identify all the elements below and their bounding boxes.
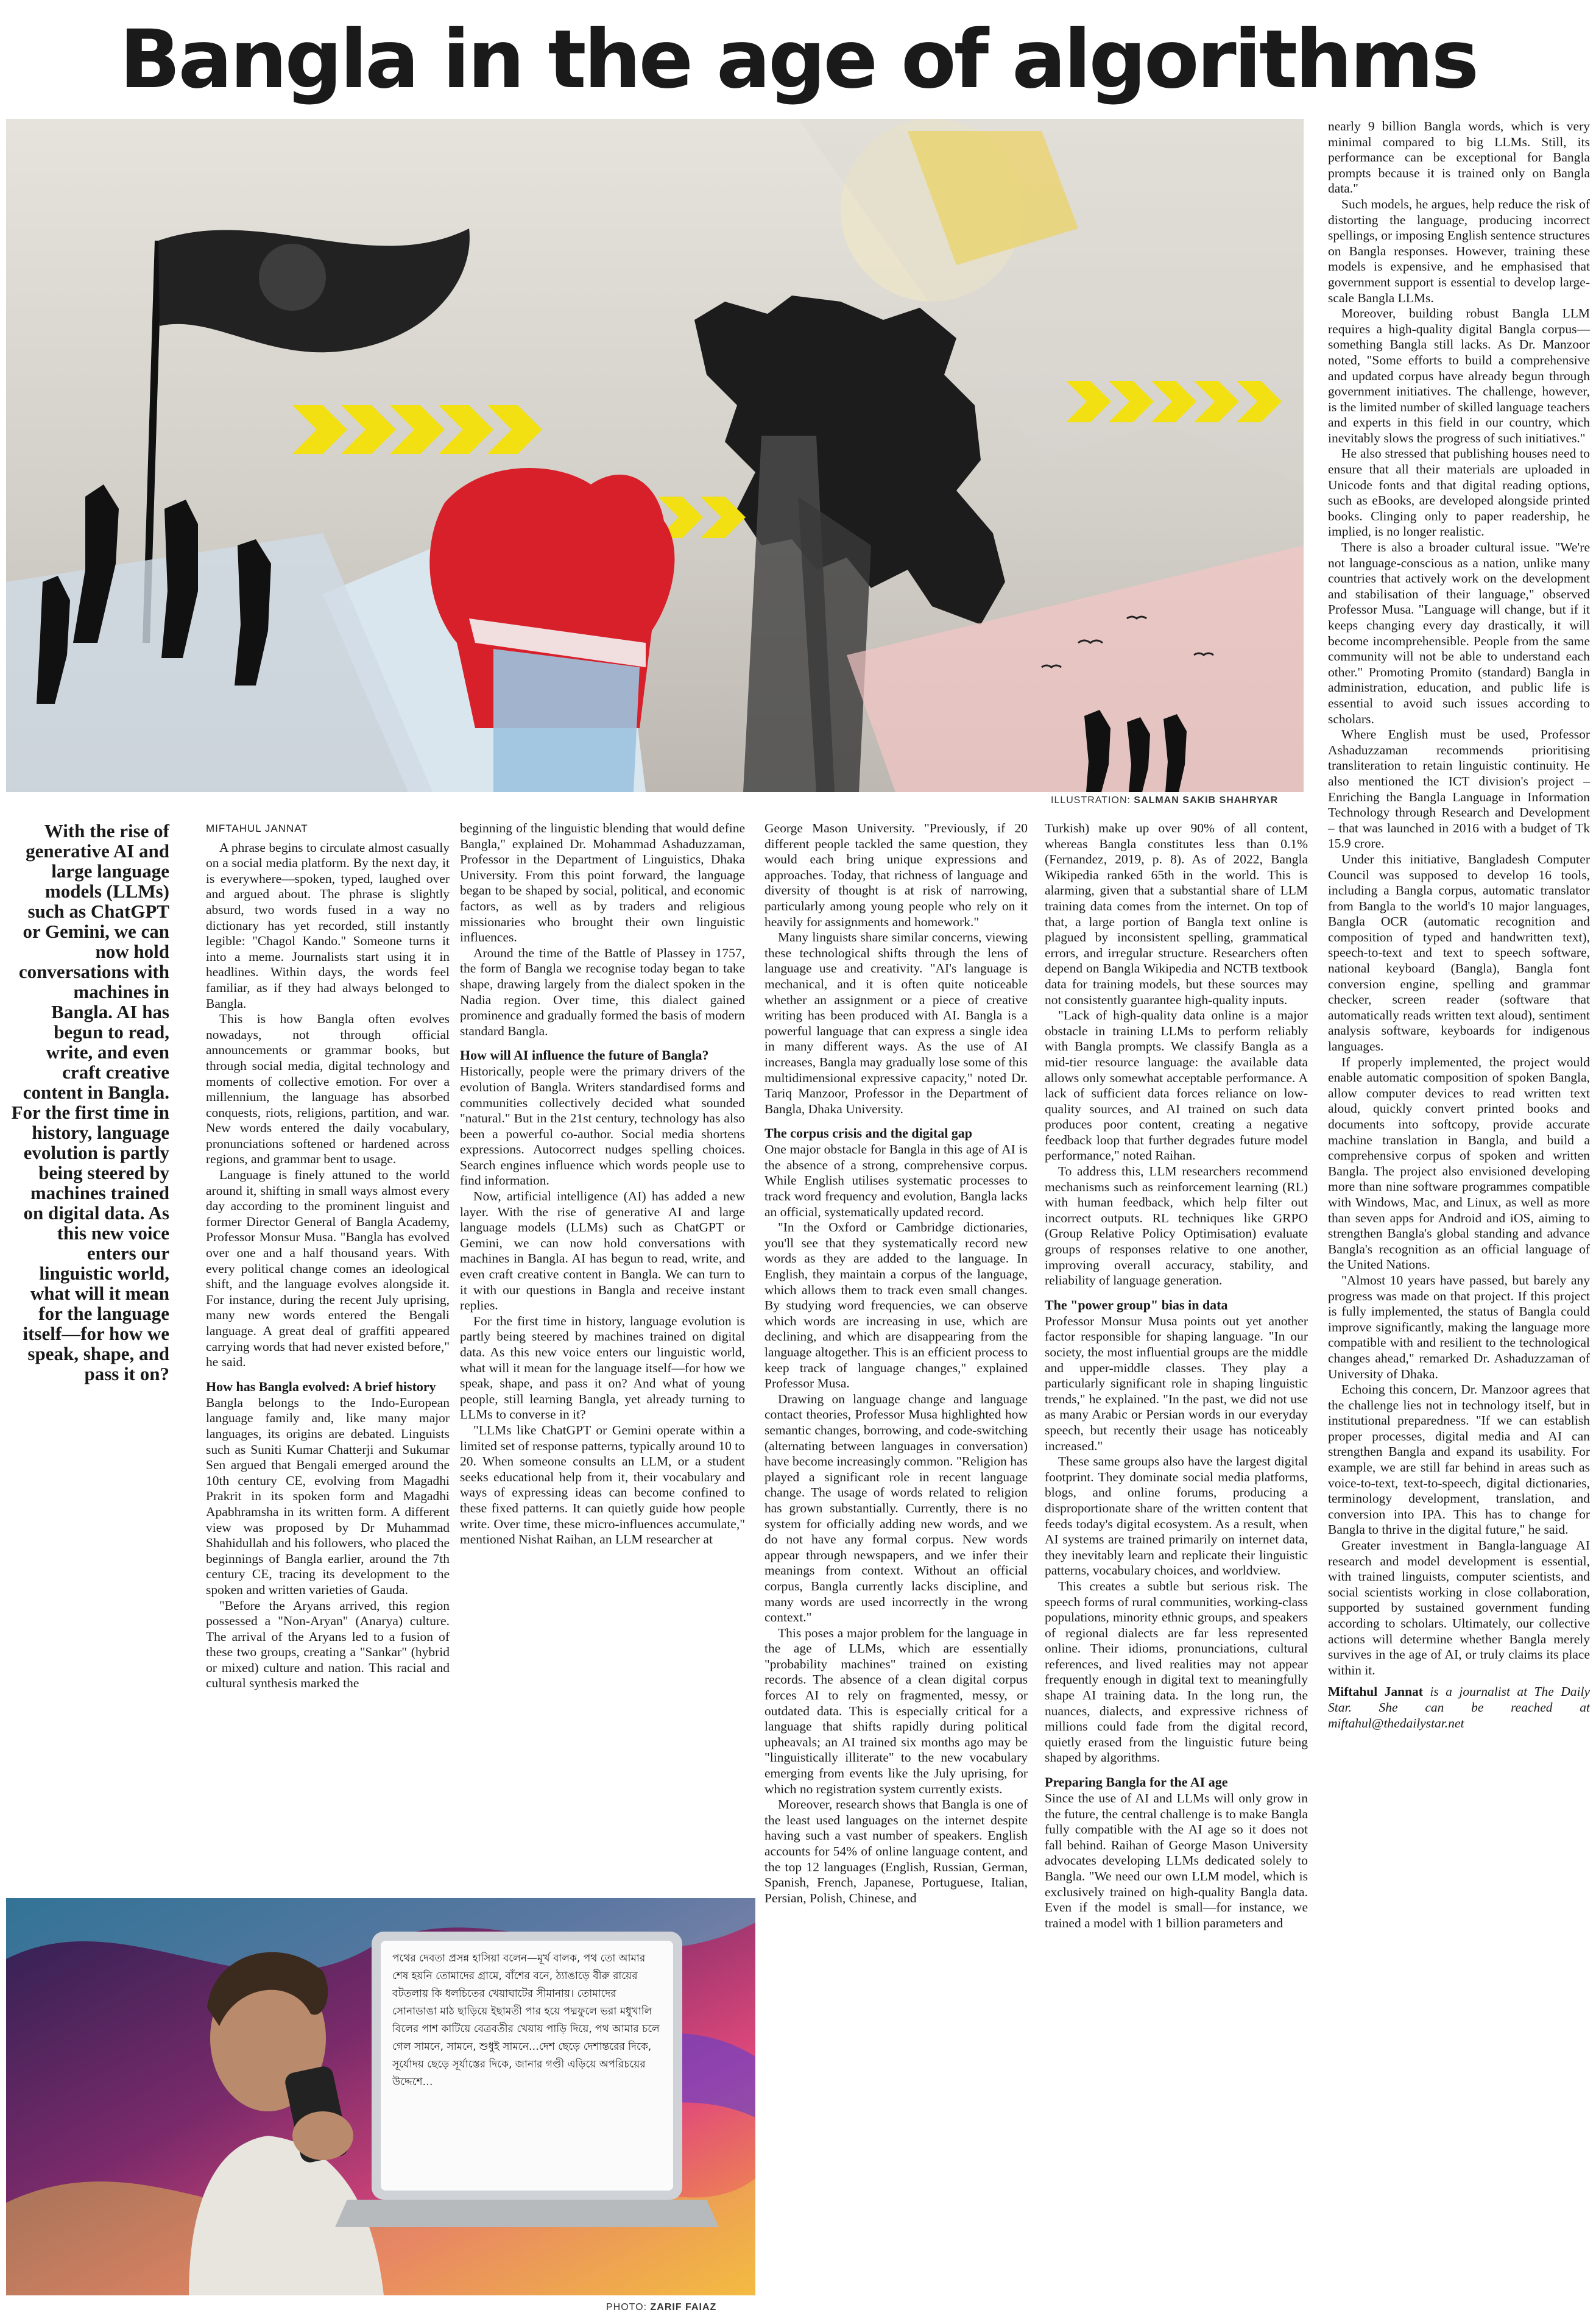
- paragraph: One major obstacle for Bangla in this age of AI is the absence of a strong, comprehensive corpus. While English utilises systematic processes to track word frequency and evolution, Bangla lacks an official, systematically updated record.: [764, 1142, 1028, 1219]
- paragraph: Now, artificial intelligence (AI) has added a new layer. With the rise of generative AI and large language models (LLMs) such as ChatGPT or Gemini, we can now hold conversations with machines in Bangla. AI has begun to read, write, and even craft creative content in Bangla. We can turn to it with our questions in Bangla and receive instant replies.: [460, 1189, 745, 1313]
- paragraph: Drawing on language change and language contact theories, Professor Musa highlighted how semantic changes, borrowing, and code-switching (alternating between languages in conversation) have become increasingly common. "Religion has played a significant role in recent language change. The usage of words related to religion has grown substantially. Currently, there is no system for officially adding new words, and we do not have any formal corpus. New words appear through newspapers, and we infer their meanings from context. Without an official corpus, Bangla currently lacks discipline, and many words are used incorrectly in the wrong context.": [764, 1391, 1028, 1625]
- paragraph: "In the Oxford or Cambridge dictionaries, you'll see that they systematically record new words as they are added to the language. In English, they maintain a corpus of the language, which allows them to track even small changes. By studying word frequencies, we can observe which words are increasing in use, which are declining, and which are disappearing from the language altogether. This is an efficient process to keep track of language changes," explained Professor Musa.: [764, 1220, 1028, 1391]
- photo-man-with-phone: [6, 1898, 755, 2295]
- paragraph: Historically, people were the primary drivers of the evolution of Bangla. Writers standardised forms and communities collectively decided what sounded "natural." But in the 21st century, technology has also been a powerful co-author. Social media shortens expressions. Autocorrect nudges spelling choices. Search engines influence which words people use to find information.: [460, 1064, 745, 1188]
- paragraph: Bangla belongs to the Indo-European language family and, like many major languages, its origins are debated. Linguists such as Suniti Kumar Chatterji and Sukumar Sen argued that Bengali emerged around the 10th century CE, evolving from Magadhi Prakrit in its spoken form and Magadhi Apabhramsha in its written form. A different view was proposed by Dr Muhammad Shahidullah and his followers, who placed the beginnings of Bangla earlier, around the 7th century CE, tracing its development to the spoken and written varieties of Gauda.: [206, 1395, 450, 1597]
- paragraph: He also stressed that publishing houses need to ensure that all their materials are uploaded in Unicode fonts and that digital reading options, such as eBooks, are developed alongside printed books. Clinging only to paper readership, he implied, is no longer realistic.: [1328, 446, 1590, 539]
- paragraph: To address this, LLM researchers recommend mechanisms such as reinforcement learning (RL) with human feedback, which help filter out incorrect outputs. RL techniques like GRPO (Group Relative Policy Optimisation) evaluate groups of responses relative to one another, improving overall accuracy, stability, and reliability of language generation.: [1045, 1164, 1308, 1288]
- credit-name: SALMAN SAKIB SHAHRYAR: [1134, 795, 1279, 806]
- subheading: How will AI influence the future of Bangla?: [460, 1047, 709, 1063]
- paragraph: Such models, he argues, help reduce the risk of distorting the language, producing incorrect spellings, or imposing English sentence structures on Bangla responses. However, training these models is expensive, and he emphasised that government support is essential to develop large-scale Bangla LLMs.: [1328, 196, 1590, 305]
- column-4-body: [1045, 821, 1308, 1931]
- standfirst: With the rise of generative AI and large language models (LLMs) such as ChatGPT or Gemini, we can now hold conversations with machines in Bangla. AI has begun to read, write, and even craft creative content in Bangla. For the first time in history, language evolution is partly being steered by machines trained on digital data. As this new voice enters our linguistic world, what will it mean for the language itself—for how we speak, shape, and pass it on?: [11, 820, 169, 1384]
- paragraph: Professor Monsur Musa points out yet another factor responsible for shaping language. "In our society, the most influential groups are the middle and upper-middle classes. They play a particularly significant role in shaping linguistic trends," he explained. "In the past, we did not use as many Arabic or Persian words in our everyday speech, but recently their usage has noticeably increased.": [1045, 1313, 1308, 1453]
- paragraph: George Mason University. "Previously, if 20 different people tackled the same question, they would each bring unique expressions and approaches. Today, that richness of language and diversity of thought is at risk of narrowing, particularly among young people who rely on it heavily for assignments and homework.": [764, 821, 1028, 929]
- article-column-3: [764, 821, 1028, 1906]
- paragraph: Around the time of the Battle of Plassey in 1757, the form of Bangla we recognise today began to take shape, drawing largely from the dialect spoken in the Nadia region. Over time, this dialect gained prominence and gradually formed the basis of modern standard Bangla.: [460, 945, 745, 1038]
- paragraph: Echoing this concern, Dr. Manzoor agrees that the challenge lies not in technology itself, but in institutional preparedness. "If we can establish proper processes, digital media and AI can strengthen Bangla and expand its usability. For example, we are still far behind in areas such as voice-to-text, text-to-speech, digital dictionaries, terminology development, translation, and conversion into IPA. This has to change for Bangla to thrive in the digital future," he said.: [1328, 1382, 1590, 1537]
- hero-illustration: [6, 119, 1304, 792]
- bio-name: Miftahul Jannat: [1328, 1684, 1423, 1699]
- laptop-screen-text: পথের দেবতা প্রসন্ন হাসিয়া বলেন—মূর্খ বালক, পথ তো আমার শেষ হয়নি তোমাদের গ্রামে, বাঁশের বনে, ঠ্যাঙাড়ে বীরু রায়ের বটতলায় কি ধলচিতের খেয়াঘাটের সীমানায়। তোমাদের সোনাডাঙা মাঠ ছাড়িয়ে ইছামতী পার হয়ে পদ্মফুলে ভরা মধুখালি বিলের পাশ কাটিয়ে বেত্রবতীর খেয়ায় পাড়ি দিয়ে, পথ আমার চলে গেল সামনে, সামনে, শুধুই সামনে…দেশ ছেড়ে দেশান্তরের দিকে, সূর্যোদয় ছেড়ে সূর্যাস্তের দিকে, জানার গণ্ডী এড়িয়ে অপরিচয়ের উদ্দেশে…: [392, 1952, 660, 2088]
- paragraph: "Lack of high-quality data online is a major obstacle in training LLMs to perform reliably with Bangla prompts. We classify Bangla as a mid-tier resource language: the available data allows only somewhat acceptable performance. A lack of sufficient data forces reliance on low-quality sources, and AI trained on such data produces poor content, creating a negative feedback loop that further degrades future model performance," noted Raihan.: [1045, 1008, 1308, 1163]
- paragraph: beginning of the linguistic blending that would define Bangla," explained Dr. Mohammad Ashaduzzaman, Professor in the Department of Linguistics, Dhaka University. From this point forward, the language began to be shaped by social, political, and economic factors, as well as by traders and religious missionaries who brought their own linguistic influences.: [460, 821, 745, 945]
- credit-label: ILLUSTRATION:: [1051, 795, 1131, 806]
- author-bio: [1328, 1684, 1590, 1731]
- paragraph: For the first time in history, language evolution is partly being steered by machines trained on digital data. As this new voice enters our linguistic world, what will it mean for the language itself—for how we speak, shape, and pass it on? And what of young people, still learning Bangla, yet already turning to LLMs to converse in it?: [460, 1313, 745, 1422]
- column-2-body: [460, 821, 745, 1548]
- paragraph: This is how Bangla often evolves nowadays, not through official announcements or grammar books, but through social media, digital technology and moments of collective emotion. For over a millennium, the language has absorbed conquests, riots, religions, partition, and war. New words entered the daily vocabulary, pronunciations softened or hardened across regions, and grammar bent to usage.: [206, 1011, 450, 1167]
- paragraph: Moreover, building robust Bangla LLM requires a high-quality digital Bangla corpus—something Bangla still lacks. As Dr. Manzoor noted, "Some efforts to build a comprehensive and updated corpus have already begun through government initiatives. The challenge, however, is the limited number of skilled language teachers and experts in this field in our country, which inevitably slows the progress of such initiatives.": [1328, 306, 1590, 445]
- illustration-credit: [1051, 795, 1278, 806]
- paragraph: nearly 9 billion Bangla words, which is very minimal compared to big LLMs. Still, its performance can be exceptional for Bangla prompts because it is trained only on Bangla data.": [1328, 119, 1590, 196]
- bio-text: is a journalist at The Daily Star. She can be reached at miftahul@thedailystar.net: [1328, 1684, 1590, 1731]
- paragraph: Many linguists share similar concerns, viewing these technological shifts through the lens of language use and creativity. "AI's language is mechanical, and it is often quite noticeable whether an assignment or a piece of creative writing has been produced with AI. Bangla is a powerful language that can express a single idea in many different ways. As the use of AI increases, Bangla may gradually lose some of this multidimensional expressive capacity," noted Dr. Tariq Manzoor, Professor in the Department of Bangla, Dhaka University.: [764, 930, 1028, 1116]
- paragraph: These same groups also have the largest digital footprint. They dominate social media platforms, blogs, and online forums, producing a disproportionate share of the written content that feeds today's digital ecosystem. As a result, when AI systems are trained primarily on internet data, they inevitably learn and replicate their linguistic patterns, vocabulary choices, and worldview.: [1045, 1454, 1308, 1578]
- paragraph: "Before the Aryans arrived, this region possessed a "Non-Aryan" (Anarya) culture. The arrival of the Aryans led to a fusion of these two groups, creating a "Sankar" (hybrid or mixed) culture and nation. This racial and cultural synthesis marked the: [206, 1598, 450, 1691]
- headline: Bangla in the age of algorithms: [119, 13, 1477, 107]
- photo-credit: [606, 2302, 716, 2313]
- paragraph: Since the use of AI and LLMs will only grow in the future, the central challenge is to make Bangla fully compatible with the AI age so it does not fall behind. Raihan of George Mason University advocates developing LLMs dedicated solely to Bangla. "We need our own LLM model, which is exclusively trained on high-quality Bangla data. Even if the model is small—for instance, we trained a model with 1 billion parameters and: [1045, 1791, 1308, 1930]
- subheading: The corpus crisis and the digital gap: [764, 1125, 973, 1141]
- paragraph: Greater investment in Bangla-language AI research and model development is essential, with trained linguists, computer scientists, and social scientists working in close collaboration, supported by sustained government funding according to scholars. Ultimately, our collective actions will determine whether Bangla merely survives in the age of AI, or truly claims its place within it.: [1328, 1538, 1590, 1677]
- credit-name: ZARIF FAIAZ: [650, 2302, 717, 2312]
- paragraph: There is also a broader cultural issue. "We're not language-conscious as a nation, unlike many countries that actively work on the development and stabilisation of their language," observed Professor Musa. "Language will change, but if it keeps changing every day drastically, it will become incomprehensible. People from the same community will not be able to understand each other." Promoting Promito (standard) Bangla in administration, education, and public life is essential to avoid such issues according to scholars.: [1328, 540, 1590, 726]
- byline: MIFTAHUL JANNAT: [206, 823, 308, 834]
- paragraph: If properly implemented, the project would enable automatic composition of spoken Bangla, allow computer devices to read written text aloud, quickly convert printed books and documents into softcopy, provide accurate machine translation in Bangla, and build a comprehensive corpus of spoken and written Bangla. The project also envisioned developing more than nine software programmes compatible with Windows, Mac, and Linux, as well as more than seven apps for Android and iOS, aiming to strengthen Bangla's global standing and advance Bangla's recognition as an official language of the United Nations.: [1328, 1054, 1590, 1272]
- column-3-body: [764, 821, 1028, 1906]
- paragraph: "Almost 10 years have passed, but barely any progress was made on that project. If this project is fully implemented, the status of Bangla could improve significantly, making the language more compatible with and resilient to the technological changes ahead," remarked Dr. Ashaduzzaman of University of Dhaka.: [1328, 1272, 1590, 1381]
- paragraph: Moreover, research shows that Bangla is one of the least used languages on the internet despite having such a vast number of speakers. English accounts for 54% of online language content, and the top 12 languages (English, Russian, German, Spanish, French, Japanese, Portuguese, Italian, Persian, Polish, Chinese, and: [764, 1797, 1028, 1905]
- article-column-4: [1045, 821, 1308, 1931]
- paragraph: Language is finely attuned to the world around it, shifting in small ways almost every day according to the prominent linguist and former Director General of Bangla Academy, Professor Monsur Musa. "Bangla has evolved over one and a half thousand years. With every political change comes an ideological shift, and the language evolves alongside it. For instance, during the recent July uprising, many new words entered the Bengali language. A great deal of graffiti appeared carrying words that had never existed before," he said.: [206, 1167, 450, 1370]
- paragraph: Under this initiative, Bangladesh Computer Council was supposed to develop 16 tools, including a Bangla corpus, automatic translator from Bangla to the world's 10 major languages, Bangla OCR (automatic recognition and composition of typed and handwritten text), speech-to-text and text to speech software, national keyboard (Bangla), Bangla font conversion engine, spelling and grammar checker, screen reader (software that automatically reads written text aloud), sentiment analysis software, keyboards for indigenous languages.: [1328, 851, 1590, 1054]
- credit-label: PHOTO:: [606, 2302, 648, 2312]
- column-5-body: [1328, 119, 1590, 1678]
- subheading: Preparing Bangla for the AI age: [1045, 1774, 1228, 1790]
- paragraph: This creates a subtle but serious risk. The speech forms of rural communities, working-class populations, minority ethnic groups, and speakers of regional dialects are far less represented online. Their idioms, pronunciations, cultural references, and lived realities may not appear frequently enough in digital text to meaningfully shape AI training data. In the long run, the nuances, dialects, and expressive richness of millions could fade from the digital record, quietly erased from the linguistic future being shaped by algorithms.: [1045, 1578, 1308, 1765]
- subheading: The "power group" bias in data: [1045, 1297, 1228, 1313]
- paragraph: Turkish) make up over 90% of all content, whereas Bangla constitutes less than 0.1% (Fernandez, 2019, p. 8). As of 2022, Bangla Wikipedia ranked 65th in the world. This is alarming, given that a substantial share of LLM training data comes from the internet. On top of that, a large portion of Bangla text online is plagued by inconsistent spelling, grammatical errors, and irregular structure. Researchers often depend on Bangla Wikipedia and NCTB textbook data for training models, but these sources may not consistently guarantee high-quality inputs.: [1045, 821, 1308, 1007]
- article-column-1: [206, 821, 450, 1692]
- paragraph: "LLMs like ChatGPT or Gemini operate within a limited set of response patterns, typically around 10 to 20. When someone consults an LLM, or a student seeks educational help from it, their vocabulary and ways of expressing ideas can become confined to these fixed patterns. It can quietly guide how people write. Over time, these micro-influences accumulate," mentioned Nishat Raihan, an LLM researcher at: [460, 1422, 745, 1547]
- paragraph: Where English must be used, Professor Ashaduzzaman recommends prioritising transliteration to retain linguistic continuity. He also mentioned the ICT division's project – Enriching the Bangla Language in Information Technology through Research and Development – that was launched in 2016 with a budget of Tk 15.9 crore.: [1328, 727, 1590, 851]
- paragraph: A phrase begins to circulate almost casually on a social media platform. By the next day, it is everywhere—spoken, typed, laughed over and argued about. The phrase is slightly absurd, two words fused in a way no dictionary has yet recorded, still instantly legible: "Chagol Kando." Someone turns it into a meme. Journalists start using it in headlines. Within days, the words feel familiar, as if they had always belonged to Bangla.: [206, 840, 450, 1011]
- article-column-5: [1328, 119, 1590, 1731]
- column-1-body: [206, 840, 450, 1692]
- paragraph: This poses a major problem for the language in the age of LLMs, which are essentially "probability machines" trained on existing records. The absence of a clean digital corpus forces AI to rely on fragmented, messy, or outdated data. This is especially critical for a language that shifts rapidly during political upheavals; an AI trained six months ago may be "linguistically illiterate" to the new vocabulary emerging from events like the July uprising, for which no registration system currently exists.: [764, 1625, 1028, 1796]
- article-column-2: [460, 821, 745, 1548]
- subheading: How has Bangla evolved: A brief history: [206, 1378, 436, 1394]
